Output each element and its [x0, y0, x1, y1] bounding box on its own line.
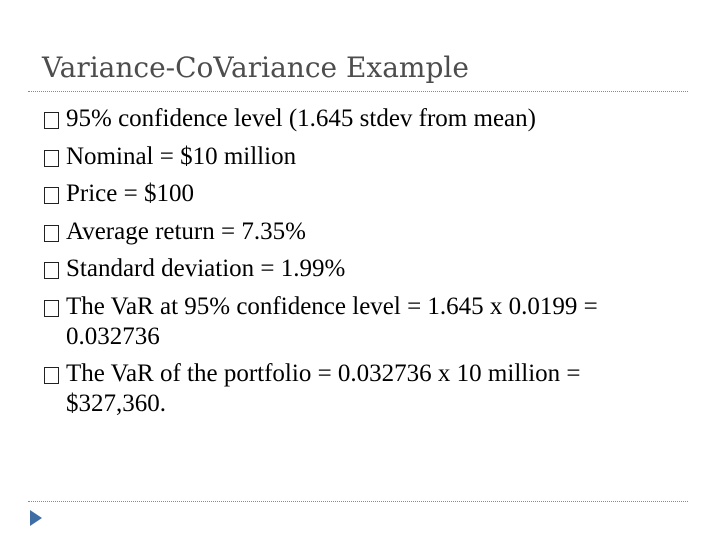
slide-title: Variance-CoVariance Example — [42, 51, 469, 84]
bullet-text: The VaR at 95% confidence level = 1.645 x 0.0199 = 0.032736 — [66, 292, 598, 350]
empty-box-icon — [44, 225, 59, 242]
bullet-list — [44, 104, 664, 427]
empty-box-icon — [44, 367, 59, 384]
bullet-text: 95% confidence level (1.645 stdev from mean) — [66, 105, 536, 132]
bullet-text: Nominal = $10 million — [66, 142, 297, 170]
bullet-text: Price = $100 — [66, 180, 194, 207]
bullet-item — [44, 104, 664, 134]
play-arrow-icon[interactable] — [30, 510, 42, 526]
footer-divider — [28, 501, 688, 502]
bullet-text: Standard deviation = 1.99% — [66, 255, 346, 282]
empty-box-icon — [44, 300, 59, 317]
bullet-item — [44, 142, 664, 172]
bullet-item — [44, 359, 664, 419]
bullet-item — [44, 292, 664, 352]
empty-box-icon — [44, 112, 59, 129]
bullet-item — [44, 179, 664, 209]
bullet-item — [44, 217, 664, 247]
bullet-text: The VaR of the portfolio = 0.032736 x 10 million = $327,360. — [66, 360, 581, 417]
empty-box-icon — [44, 187, 59, 204]
bullet-item — [44, 254, 664, 284]
title-divider — [28, 91, 688, 92]
bullet-text: Average return = 7.35% — [66, 217, 306, 245]
empty-box-icon — [44, 262, 59, 279]
empty-box-icon — [44, 150, 59, 167]
